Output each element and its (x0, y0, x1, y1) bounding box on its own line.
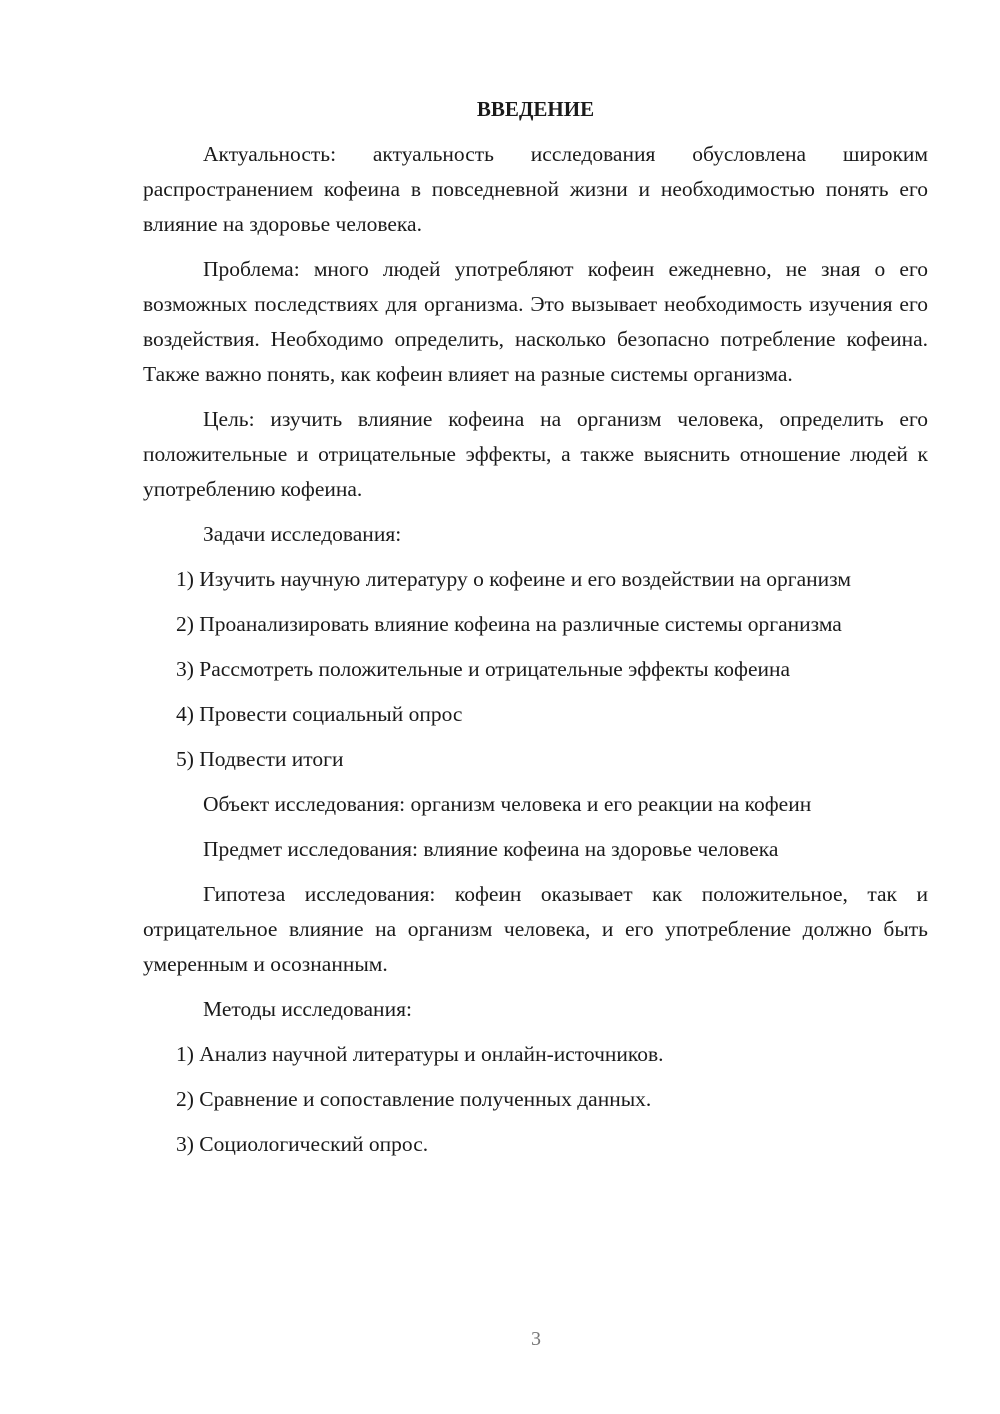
method-item-3: 3) Социологический опрос. (176, 1132, 429, 1156)
goal-paragraph: Цель: изучить влияние кофеина на организм человека, определить его положительные и отрицательные эффекты, а также выяснить отношение людей к употреблению кофеина. (143, 407, 928, 501)
subject-paragraph: Предмет исследования: влияние кофеина на здоровье человека (203, 837, 779, 861)
method-item-2: 2) Сравнение и сопоставление полученных данных. (176, 1087, 652, 1111)
tasks-heading: Задачи исследования: (203, 522, 402, 546)
task-item-4: 4) Провести социальный опрос (176, 702, 463, 726)
task-item-2: 2) Проанализировать влияние кофеина на различные системы организма (176, 612, 842, 636)
page-number: 3 (531, 1328, 541, 1350)
document-page (143, 92, 928, 1172)
method-item-1: 1) Анализ научной литературы и онлайн-источников. (176, 1042, 664, 1066)
task-item-5: 5) Подвести итоги (176, 747, 344, 771)
object-paragraph: Объект исследования: организм человека и его реакции на кофеин (203, 792, 812, 816)
task-item-1: 1) Изучить научную литературу о кофеине и его воздействии на организм (176, 567, 851, 591)
problem-paragraph: Проблема: много людей употребляют кофеин ежедневно, не зная о его возможных последствиях для организма. Это вызывает необходимость изучения его воздействия. Необходимо определить, насколько безопасно потребление кофеина. Также важно понять, как кофеин влияет на разные системы организма. (143, 257, 928, 386)
section-title: ВВЕДЕНИЕ (476, 97, 595, 121)
methods-heading: Методы исследования: (203, 997, 412, 1021)
hypothesis-paragraph: Гипотеза исследования: кофеин оказывает как положительное, так и отрицательное влияние на организм человека, и его употребление должно быть умеренным и осознанным. (143, 882, 928, 976)
relevance-paragraph: Актуальность: актуальность исследования обусловлена широким распространением кофеина в повседневной жизни и необходимостью понять его влияние на здоровье человека. (143, 142, 928, 236)
task-item-3: 3) Рассмотреть положительные и отрицательные эффекты кофеина (176, 657, 791, 681)
